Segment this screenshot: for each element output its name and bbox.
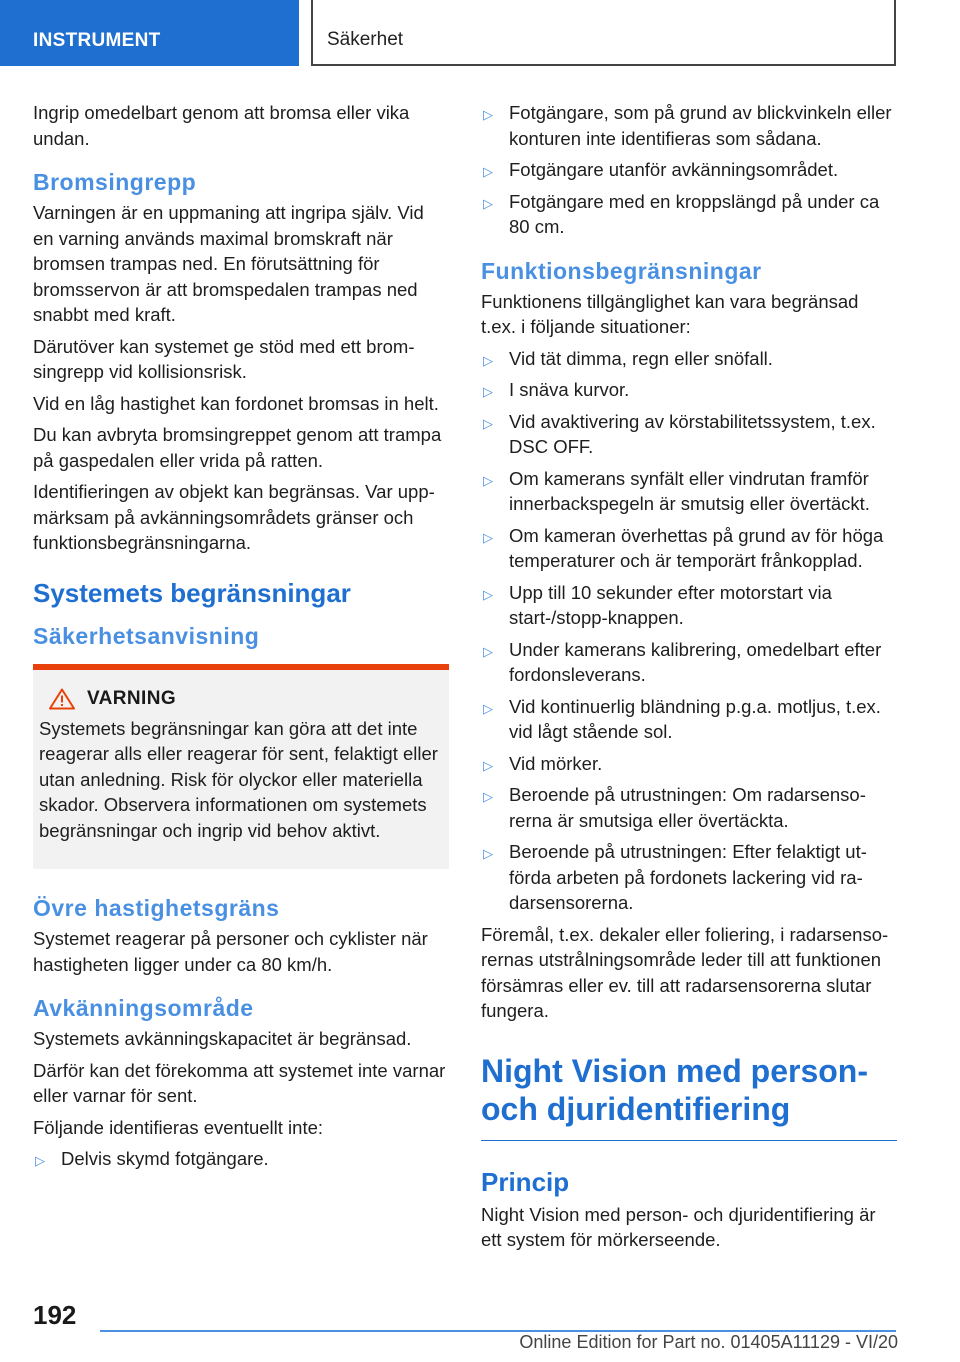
triangle-right-icon: ▷ (483, 586, 493, 602)
heading-ovre-hastighetsgrans: Övre hastighetsgräns (33, 895, 280, 921)
bullet-list (481, 100, 897, 240)
chapter-tab: INSTRUMENT (0, 0, 299, 66)
triangle-right-icon: ▷ (483, 352, 493, 368)
triangle-right-icon: ▷ (483, 415, 493, 431)
triangle-right-icon: ▷ (483, 107, 493, 122)
paragraph: Vid en låg hastighet kan fordonet bromsas in helt. (33, 392, 439, 414)
edition-footer: Online Edition for Part no. 01405A11129 - VI/20 (519, 1332, 898, 1352)
triangle-right-icon: ▷ (483, 846, 493, 861)
list-item: ▷ Upp till 10 sekunder efter motorstart via start-/stopp-knappen. (483, 581, 832, 628)
warning-triangle-icon (49, 688, 75, 710)
paragraph: Därutöver kan systemet ge stöd med ett bromsingrepp vid kollisionsrisk. (33, 335, 415, 382)
triangle-right-icon: ▷ (483, 195, 493, 211)
list-item: ▷ Delvis skymd fotgängare. (33, 1146, 449, 1172)
heading-princip: Princip (481, 1166, 570, 1197)
warning-title: VARNING (87, 687, 177, 709)
triangle-right-icon: ▷ (483, 643, 493, 659)
list-item: ▷ I snäva kurvor. (481, 377, 897, 403)
bullet-list (33, 1146, 449, 1172)
warning-header (49, 688, 443, 710)
page-header (0, 0, 960, 66)
paragraph: Följande identifieras eventuellt inte: (33, 1116, 324, 1138)
paragraph: Systemet reagerar på personer och cyklister när hastigheten ligger under ca 80 km/h. (33, 928, 428, 975)
heading-sakerhetsanvisning: Säkerhetsanvisning (33, 622, 260, 649)
list-item: ▷ Fotgängare, som på grund av blickvinkeln eller konturen inte identifieras som sådana. (483, 102, 892, 149)
triangle-right-icon: ▷ (483, 757, 493, 773)
list-item: ▷ Beroende på utrustningen: Efter felaktigt utförda arbeten på fordonets lackering vid radarsensorerna. (483, 841, 867, 913)
bullet-list (481, 346, 897, 916)
list-item: ▷ Under kamerans kalibrering, omedelbart efter fordonsleverans. (483, 638, 882, 685)
paragraph: Funktionens tillgänglighet kan vara begränsad t.ex. i följande situationer: (481, 290, 859, 337)
triangle-right-icon: ▷ (483, 700, 493, 716)
triangle-right-icon: ▷ (483, 164, 493, 179)
triangle-right-icon: ▷ (483, 384, 493, 399)
triangle-right-icon: ▷ (35, 1153, 45, 1168)
left-column (33, 100, 449, 1178)
intro-paragraph: Ingrip omedelbart genom att bromsa eller vika undan. (33, 102, 410, 149)
list-item: ▷ Fotgängare med en kroppslängd på under ca 80 cm. (483, 190, 880, 237)
heading-bromsingrepp: Bromsingrepp (33, 169, 197, 195)
page-number: 192 (33, 1300, 77, 1330)
list-item: ▷ Vid avaktivering av körstabilitetssystem, t.ex. DSC OFF. (483, 410, 876, 457)
paragraph: Systemets avkänningskapacitet är begränsad. (33, 1028, 412, 1049)
paragraph: Därför kan det förekomma att systemet inte varnar eller varnar för sent. (33, 1059, 446, 1106)
heading-funktionsbegransningar: Funktionsbegränsningar (481, 257, 762, 284)
triangle-right-icon: ▷ (483, 789, 493, 804)
section-title: Säkerhet (311, 0, 896, 66)
list-item: ▷ Vid kontinuerlig bländning p.g.a. motljus, t.ex. vid lågt stående sol. (483, 695, 881, 742)
warning-text: Systemets begränsningar kan göra att det inte reagerar alls eller reagerar för sent, felaktigt eller utan anledning. Risk för olyckor eller materiella skador. Observera informationen om systemets begränsningar och ingrip vid behov aktivt. (39, 717, 438, 841)
paragraph: Du kan avbryta bromsingreppet genom att trampa på gaspedalen eller vrida på ratten. (33, 424, 442, 471)
heading-night-vision: Night Vision med personoch djuridentifiering (481, 1052, 897, 1141)
list-item: ▷ Vid tät dimma, regn eller snöfall. (481, 346, 897, 372)
paragraph: Night Vision med person- och djuridentifiering är ett system för mörkerseende. (481, 1203, 876, 1250)
warning-box (33, 664, 449, 870)
list-item: ▷ Om kamerans synfält eller vindrutan framför innerbackspegeln är smutsig eller övertäckt. (483, 467, 870, 514)
heading-avkanningsomrade: Avkänningsområde (33, 995, 254, 1021)
heading-systemets-begransningar: Systemets begränsningar (33, 577, 351, 608)
list-item: ▷ Fotgängare utanför avkänningsområdet. (481, 157, 897, 183)
paragraph: Varningen är en uppmaning att ingripa själv. Vid en varning används maximal bromskraft när bromsen trampas ned. En förutsättning för bromsservon är att bromspedalen trampas ned snabbt med kraft. (33, 202, 424, 325)
paragraph: Identifieringen av objekt kan begränsas. Var uppmärksam på avkänningsområdets gränser och funktionsbegränsningarna. (33, 481, 435, 553)
list-item: ▷ Beroende på utrustningen: Om radarsensorerna är smutsiga eller övertäckta. (483, 784, 866, 831)
triangle-right-icon: ▷ (483, 472, 493, 488)
paragraph: Föremål, t.ex. dekaler eller foliering, i radarsensorernas utstrålningsområde leder till att funktionen försämras eller ev. till att radarsensorerna slutar fungera. (481, 923, 889, 1021)
triangle-right-icon: ▷ (483, 529, 493, 545)
list-item: ▷ Vid mörker. (481, 751, 897, 777)
right-column (481, 100, 897, 1259)
list-item: ▷ Om kameran överhettas på grund av för höga temperaturer och är temporärt frånkopplad. (483, 524, 884, 571)
